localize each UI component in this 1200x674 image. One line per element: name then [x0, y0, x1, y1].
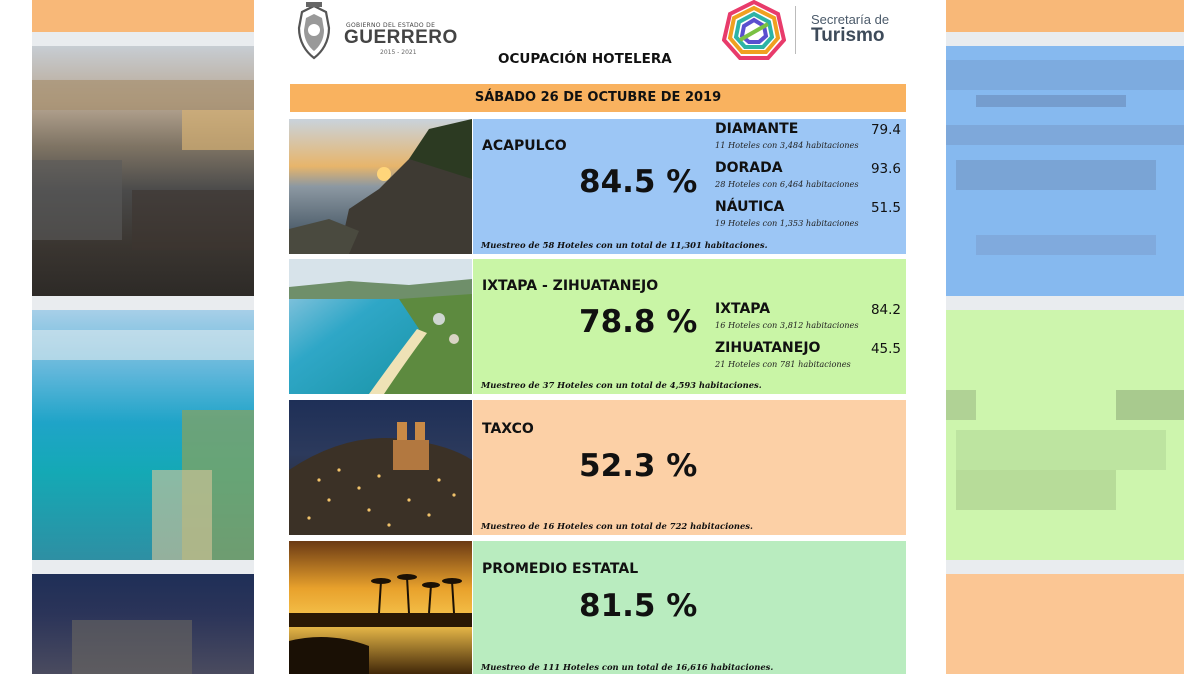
tourism-label-small: Secretaría de: [811, 12, 890, 27]
zone-zihuatanejo: [715, 340, 905, 376]
taxco-photo: [289, 400, 472, 535]
occupancy-percent: 78.8 %: [579, 304, 698, 340]
row-ixtapa-zihuatanejo: [289, 259, 906, 394]
sample-note: Muestreo de 16 Hoteles con un total de 722 habitaciones.: [481, 521, 753, 531]
ixtapa-photo: [289, 259, 472, 394]
destination-name: TAXCO: [482, 421, 534, 437]
row-taxco: [289, 400, 906, 535]
zone-detail: 21 Hoteles con 781 habitaciones: [715, 359, 851, 369]
tourism-label-big: Turismo: [811, 25, 885, 46]
left-blurred-panel: [32, 0, 254, 674]
date-bar: SÁBADO 26 DE OCTUBRE DE 2019: [290, 84, 906, 112]
zone-value: 45.5: [870, 341, 901, 357]
zone-dorada: [715, 160, 905, 196]
sunset-photo: [289, 541, 472, 674]
occupancy-percent: 52.3 %: [579, 448, 698, 484]
occupancy-percent: 84.5 %: [579, 164, 698, 200]
taxco-panel: [473, 400, 906, 535]
zone-value: 84.2: [870, 302, 901, 318]
zone-value: 79.4: [870, 122, 901, 138]
zone-nautica: [715, 199, 905, 235]
destination-name: IXTAPA - ZIHUATANEJO: [482, 278, 659, 294]
zone-diamante: [715, 121, 905, 157]
sample-note: Muestreo de 111 Hoteles con un total de 16,616 habitaciones.: [481, 662, 774, 672]
row-acapulco: [289, 119, 906, 254]
guerrero-logo: [294, 2, 458, 66]
promedio-panel: [473, 541, 906, 674]
zone-detail: 16 Hoteles con 3,812 habitaciones: [715, 320, 859, 330]
zone-name: DORADA: [715, 160, 783, 176]
guerrero-seal-icon: [294, 2, 334, 62]
gov-state: GUERRERO: [344, 27, 458, 48]
hotel-occupancy-poster: [256, 0, 946, 674]
zone-name: IXTAPA: [715, 301, 771, 317]
acapulco-panel: [473, 119, 906, 254]
zone-name: NÁUTICA: [715, 199, 785, 215]
page-title: OCUPACIÓN HOTELERA: [498, 51, 672, 67]
right-blurred-panel: [946, 0, 1184, 674]
turismo-logo-icon: [722, 0, 786, 62]
zone-value: 51.5: [870, 200, 901, 216]
zone-detail: 28 Hoteles con 6,464 habitaciones: [715, 179, 859, 189]
turismo-logo: [722, 0, 932, 64]
sample-note: Muestreo de 58 Hoteles con un total de 11,301 habitaciones.: [481, 240, 768, 250]
zone-detail: 19 Hoteles con 1,353 habitaciones: [715, 218, 859, 228]
zone-name: DIAMANTE: [715, 121, 799, 137]
zone-name: ZIHUATANEJO: [715, 340, 821, 356]
row-promedio-estatal: [289, 541, 906, 674]
gov-years: 2015 - 2021: [380, 49, 417, 56]
destination-name: ACAPULCO: [482, 138, 567, 154]
occupancy-percent: 81.5 %: [579, 588, 698, 624]
acapulco-photo: [289, 119, 472, 254]
ixtapa-panel: [473, 259, 906, 394]
zone-ixtapa: [715, 301, 905, 337]
zone-value: 93.6: [870, 161, 901, 177]
destination-name: PROMEDIO ESTATAL: [482, 561, 639, 577]
zone-detail: 11 Hoteles con 3,484 habitaciones: [715, 140, 859, 150]
gov-line: GOBIERNO DEL ESTADO DE: [346, 22, 436, 29]
sample-note: Muestreo de 37 Hoteles con un total de 4,593 habitaciones.: [481, 380, 762, 390]
